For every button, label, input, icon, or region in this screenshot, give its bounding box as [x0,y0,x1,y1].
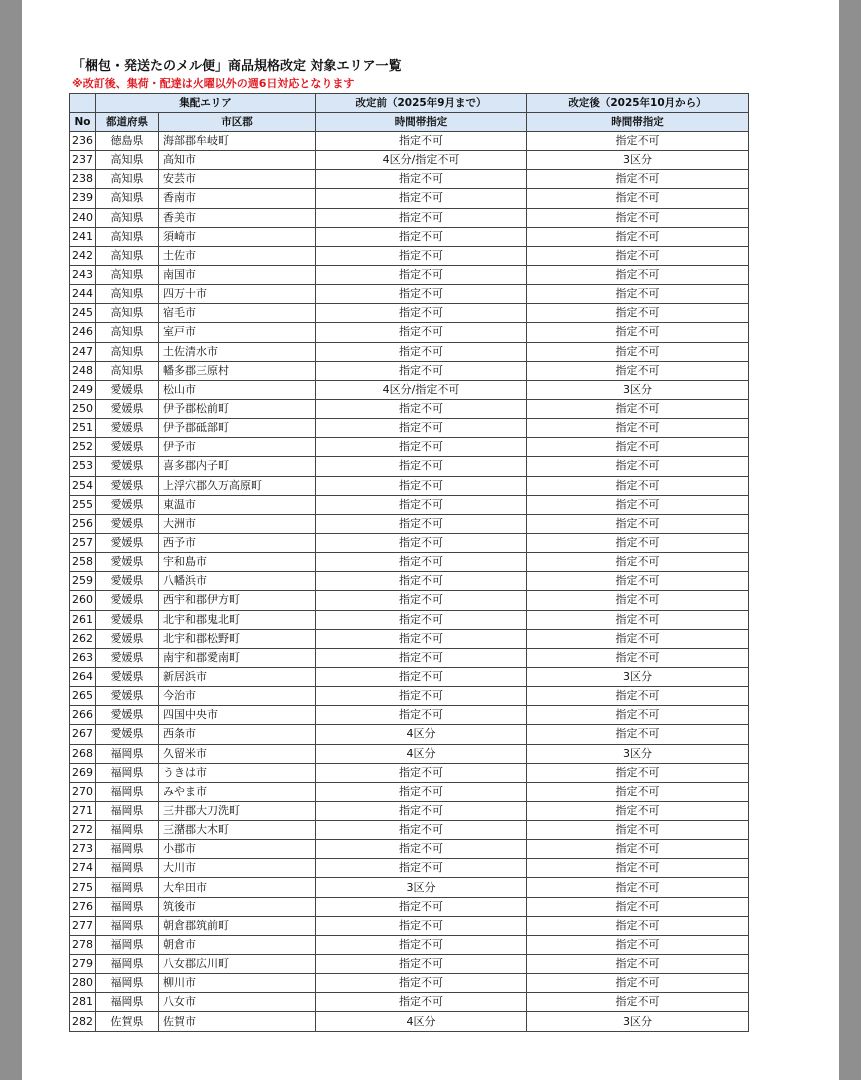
cell-after: 指定不可 [527,897,749,916]
header-time-before: 時間帯指定 [316,113,527,132]
table-row [70,725,749,744]
cell-prefecture: 愛媛県 [96,687,159,706]
cell-before: 指定不可 [316,840,527,859]
cell-city: 西予市 [159,533,316,552]
table-row [70,955,749,974]
notice-text: ※改訂後、集荷・配達は火曜以外の週6日対応となります [72,77,355,90]
cell-after: 指定不可 [527,514,749,533]
cell-before: 指定不可 [316,553,527,572]
cell-city: 幡多郡三原村 [159,361,316,380]
cell-after: 指定不可 [527,227,749,246]
cell-prefecture: 高知県 [96,208,159,227]
cell-prefecture: 高知県 [96,361,159,380]
cell-after: 指定不可 [527,935,749,954]
cell-city: 四国中央市 [159,706,316,725]
cell-no: 277 [70,916,96,935]
cell-after: 指定不可 [527,246,749,265]
table-row [70,208,749,227]
cell-prefecture: 愛媛県 [96,438,159,457]
cell-city: 香美市 [159,208,316,227]
cell-after: 指定不可 [527,323,749,342]
cell-no: 260 [70,591,96,610]
table-row [70,323,749,342]
cell-prefecture: 愛媛県 [96,476,159,495]
cell-before: 指定不可 [316,859,527,878]
cell-no: 280 [70,974,96,993]
cell-before: 指定不可 [316,399,527,418]
cell-no: 268 [70,744,96,763]
cell-prefecture: 高知県 [96,151,159,170]
cell-before: 指定不可 [316,591,527,610]
left-margin [0,0,22,1080]
cell-prefecture: 佐賀県 [96,1012,159,1031]
cell-after: 指定不可 [527,170,749,189]
cell-before: 指定不可 [316,227,527,246]
table-row [70,667,749,686]
cell-prefecture: 高知県 [96,265,159,284]
cell-no: 236 [70,132,96,151]
cell-city: 大川市 [159,859,316,878]
table-row [70,801,749,820]
cell-prefecture: 高知県 [96,246,159,265]
cell-prefecture: 愛媛県 [96,610,159,629]
cell-prefecture: 愛媛県 [96,553,159,572]
cell-no: 266 [70,706,96,725]
cell-after: 指定不可 [527,572,749,591]
table-row [70,419,749,438]
cell-city: うきは市 [159,763,316,782]
cell-after: 指定不可 [527,859,749,878]
cell-city: 佐賀市 [159,1012,316,1031]
cell-after: 指定不可 [527,993,749,1012]
table-row [70,706,749,725]
cell-after: 3区分 [527,151,749,170]
cell-city: 宇和島市 [159,553,316,572]
table-row [70,304,749,323]
cell-city: 大牟田市 [159,878,316,897]
table-row [70,227,749,246]
cell-no: 279 [70,955,96,974]
cell-before: 3区分 [316,878,527,897]
table-row [70,782,749,801]
cell-city: 西条市 [159,725,316,744]
cell-city: 西宇和郡伊方町 [159,591,316,610]
cell-no: 237 [70,151,96,170]
cell-before: 指定不可 [316,323,527,342]
cell-city: 八幡浜市 [159,572,316,591]
cell-after: 指定不可 [527,706,749,725]
cell-before: 4区分 [316,744,527,763]
cell-no: 261 [70,610,96,629]
table-row [70,438,749,457]
cell-after: 指定不可 [527,629,749,648]
cell-prefecture: 福岡県 [96,955,159,974]
header-row-2 [70,113,749,132]
cell-before: 指定不可 [316,916,527,935]
cell-prefecture: 福岡県 [96,935,159,954]
cell-no: 245 [70,304,96,323]
cell-no: 275 [70,878,96,897]
cell-before: 指定不可 [316,935,527,954]
cell-city: 今治市 [159,687,316,706]
cell-prefecture: 高知県 [96,189,159,208]
table-row [70,189,749,208]
cell-prefecture: 愛媛県 [96,591,159,610]
cell-prefecture: 愛媛県 [96,667,159,686]
cell-after: 指定不可 [527,265,749,284]
cell-after: 指定不可 [527,763,749,782]
cell-city: 安芸市 [159,170,316,189]
cell-no: 273 [70,840,96,859]
header-area: 集配エリア [96,94,316,113]
cell-city: 喜多郡内子町 [159,457,316,476]
cell-after: 指定不可 [527,189,749,208]
cell-city: 宿毛市 [159,304,316,323]
cell-before: 指定不可 [316,897,527,916]
cell-before: 指定不可 [316,457,527,476]
cell-after: 指定不可 [527,610,749,629]
cell-after: 指定不可 [527,782,749,801]
table-row [70,495,749,514]
header-prefecture: 都道府県 [96,113,159,132]
header-blank-no [70,94,96,113]
right-margin [839,0,861,1080]
cell-prefecture: 徳島県 [96,132,159,151]
cell-prefecture: 愛媛県 [96,629,159,648]
cell-before: 指定不可 [316,265,527,284]
table-row [70,687,749,706]
cell-before: 4区分 [316,725,527,744]
cell-after: 指定不可 [527,132,749,151]
cell-no: 264 [70,667,96,686]
table-row [70,974,749,993]
cell-no: 281 [70,993,96,1012]
cell-city: 柳川市 [159,974,316,993]
cell-prefecture: 高知県 [96,170,159,189]
cell-before: 4区分 [316,1012,527,1031]
cell-no: 252 [70,438,96,457]
cell-prefecture: 高知県 [96,227,159,246]
document-title: 「梱包・発送たのメル便」商品規格改定 対象エリア一覧 [72,59,402,74]
cell-before: 指定不可 [316,342,527,361]
cell-prefecture: 愛媛県 [96,725,159,744]
cell-no: 241 [70,227,96,246]
cell-city: 八女郡広川町 [159,955,316,974]
table-row [70,342,749,361]
table-row [70,591,749,610]
cell-prefecture: 愛媛県 [96,380,159,399]
cell-after: 指定不可 [527,285,749,304]
cell-prefecture: 高知県 [96,342,159,361]
cell-after: 指定不可 [527,648,749,667]
cell-after: 指定不可 [527,457,749,476]
cell-city: みやま市 [159,782,316,801]
cell-before: 指定不可 [316,667,527,686]
header-time-after: 時間帯指定 [527,113,749,132]
cell-no: 247 [70,342,96,361]
header-no: No [70,113,96,132]
cell-before: 指定不可 [316,801,527,820]
cell-after: 指定不可 [527,361,749,380]
cell-city: 北宇和郡松野町 [159,629,316,648]
cell-no: 253 [70,457,96,476]
cell-city: 東温市 [159,495,316,514]
cell-city: 松山市 [159,380,316,399]
cell-prefecture: 高知県 [96,304,159,323]
cell-before: 指定不可 [316,419,527,438]
cell-no: 282 [70,1012,96,1031]
cell-after: 指定不可 [527,438,749,457]
cell-after: 指定不可 [527,955,749,974]
cell-no: 242 [70,246,96,265]
cell-prefecture: 愛媛県 [96,572,159,591]
cell-after: 3区分 [527,744,749,763]
cell-before: 指定不可 [316,687,527,706]
table-row [70,629,749,648]
cell-prefecture: 愛媛県 [96,457,159,476]
cell-city: 北宇和郡鬼北町 [159,610,316,629]
cell-prefecture: 愛媛県 [96,706,159,725]
cell-no: 244 [70,285,96,304]
cell-city: 土佐清水市 [159,342,316,361]
cell-after: 指定不可 [527,840,749,859]
cell-city: 八女市 [159,993,316,1012]
cell-prefecture: 高知県 [96,323,159,342]
table-row [70,1012,749,1031]
cell-before: 指定不可 [316,648,527,667]
cell-before: 指定不可 [316,610,527,629]
cell-city: 香南市 [159,189,316,208]
table-row [70,265,749,284]
cell-after: 指定不可 [527,878,749,897]
cell-before: 4区分/指定不可 [316,380,527,399]
cell-no: 251 [70,419,96,438]
cell-before: 指定不可 [316,993,527,1012]
cell-no: 262 [70,629,96,648]
cell-no: 238 [70,170,96,189]
cell-after: 指定不可 [527,916,749,935]
cell-after: 指定不可 [527,821,749,840]
cell-before: 指定不可 [316,763,527,782]
table-row [70,610,749,629]
cell-no: 263 [70,648,96,667]
area-table [69,93,749,1032]
cell-prefecture: 福岡県 [96,782,159,801]
cell-city: 海部郡牟岐町 [159,132,316,151]
cell-prefecture: 高知県 [96,285,159,304]
cell-prefecture: 愛媛県 [96,533,159,552]
cell-no: 270 [70,782,96,801]
cell-no: 259 [70,572,96,591]
cell-city: 伊予郡松前町 [159,399,316,418]
cell-city: 朝倉郡筑前町 [159,916,316,935]
table-row [70,916,749,935]
table-row [70,151,749,170]
cell-city: 小郡市 [159,840,316,859]
cell-no: 271 [70,801,96,820]
cell-city: 大洲市 [159,514,316,533]
cell-city: 伊予郡砥部町 [159,419,316,438]
cell-before: 指定不可 [316,974,527,993]
cell-city: 土佐市 [159,246,316,265]
cell-before: 指定不可 [316,629,527,648]
cell-no: 272 [70,821,96,840]
cell-no: 269 [70,763,96,782]
cell-city: 筑後市 [159,897,316,916]
cell-prefecture: 福岡県 [96,974,159,993]
table-row [70,285,749,304]
cell-no: 256 [70,514,96,533]
cell-before: 指定不可 [316,361,527,380]
cell-no: 274 [70,859,96,878]
cell-after: 指定不可 [527,342,749,361]
cell-before: 指定不可 [316,514,527,533]
cell-after: 指定不可 [527,304,749,323]
cell-city: 高知市 [159,151,316,170]
cell-after: 3区分 [527,380,749,399]
cell-no: 254 [70,476,96,495]
cell-after: 指定不可 [527,399,749,418]
cell-prefecture: 愛媛県 [96,399,159,418]
table-row [70,859,749,878]
cell-city: 須崎市 [159,227,316,246]
table-row [70,935,749,954]
header-before: 改定前（2025年9月まで） [316,94,527,113]
cell-after: 指定不可 [527,974,749,993]
cell-no: 257 [70,533,96,552]
cell-no: 267 [70,725,96,744]
cell-city: 三井郡大刀洗町 [159,801,316,820]
header-city: 市区郡 [159,113,316,132]
cell-before: 指定不可 [316,132,527,151]
cell-before: 指定不可 [316,438,527,457]
cell-no: 255 [70,495,96,514]
cell-city: 南国市 [159,265,316,284]
cell-after: 指定不可 [527,591,749,610]
cell-after: 指定不可 [527,687,749,706]
cell-prefecture: 福岡県 [96,859,159,878]
table-row [70,897,749,916]
cell-after: 指定不可 [527,533,749,552]
table-row [70,533,749,552]
cell-before: 指定不可 [316,246,527,265]
cell-before: 指定不可 [316,208,527,227]
cell-before: 指定不可 [316,572,527,591]
cell-no: 248 [70,361,96,380]
table-row [70,648,749,667]
cell-no: 278 [70,935,96,954]
table-row [70,763,749,782]
cell-after: 指定不可 [527,801,749,820]
cell-before: 指定不可 [316,495,527,514]
cell-city: 久留米市 [159,744,316,763]
table-row [70,840,749,859]
cell-city: 室戸市 [159,323,316,342]
table-row [70,170,749,189]
cell-prefecture: 福岡県 [96,801,159,820]
cell-prefecture: 愛媛県 [96,514,159,533]
cell-no: 249 [70,380,96,399]
cell-no: 276 [70,897,96,916]
table-row [70,821,749,840]
table-row [70,361,749,380]
table-row [70,132,749,151]
cell-before: 指定不可 [316,476,527,495]
table-row [70,399,749,418]
cell-after: 指定不可 [527,476,749,495]
cell-city: 上浮穴郡久万高原町 [159,476,316,495]
cell-no: 258 [70,553,96,572]
table-row [70,380,749,399]
cell-city: 新居浜市 [159,667,316,686]
table-row [70,878,749,897]
cell-prefecture: 福岡県 [96,993,159,1012]
cell-city: 四万十市 [159,285,316,304]
cell-before: 指定不可 [316,189,527,208]
cell-no: 240 [70,208,96,227]
cell-prefecture: 福岡県 [96,897,159,916]
cell-after: 指定不可 [527,553,749,572]
cell-before: 指定不可 [316,955,527,974]
cell-prefecture: 愛媛県 [96,648,159,667]
cell-before: 指定不可 [316,533,527,552]
cell-no: 243 [70,265,96,284]
table-row [70,514,749,533]
cell-before: 指定不可 [316,285,527,304]
cell-prefecture: 福岡県 [96,916,159,935]
cell-before: 指定不可 [316,782,527,801]
cell-no: 246 [70,323,96,342]
table-row [70,553,749,572]
cell-prefecture: 福岡県 [96,763,159,782]
cell-before: 指定不可 [316,304,527,323]
cell-prefecture: 福岡県 [96,744,159,763]
table-row [70,246,749,265]
cell-prefecture: 福岡県 [96,878,159,897]
cell-after: 指定不可 [527,725,749,744]
table-body [70,132,749,1032]
cell-before: 指定不可 [316,170,527,189]
cell-after: 指定不可 [527,208,749,227]
cell-prefecture: 福岡県 [96,821,159,840]
cell-city: 伊予市 [159,438,316,457]
table-row [70,572,749,591]
cell-no: 239 [70,189,96,208]
header-after: 改定後（2025年10月から） [527,94,749,113]
cell-city: 朝倉市 [159,935,316,954]
cell-city: 南宇和郡愛南町 [159,648,316,667]
cell-prefecture: 愛媛県 [96,419,159,438]
table-row [70,744,749,763]
cell-prefecture: 愛媛県 [96,495,159,514]
cell-after: 3区分 [527,1012,749,1031]
cell-before: 指定不可 [316,821,527,840]
cell-city: 三潴郡大木町 [159,821,316,840]
cell-before: 4区分/指定不可 [316,151,527,170]
cell-no: 265 [70,687,96,706]
cell-before: 指定不可 [316,706,527,725]
cell-no: 250 [70,399,96,418]
cell-prefecture: 福岡県 [96,840,159,859]
cell-after: 3区分 [527,667,749,686]
cell-after: 指定不可 [527,495,749,514]
table-row [70,476,749,495]
table-row [70,993,749,1012]
table-row [70,457,749,476]
cell-after: 指定不可 [527,419,749,438]
header-row-1 [70,94,749,113]
